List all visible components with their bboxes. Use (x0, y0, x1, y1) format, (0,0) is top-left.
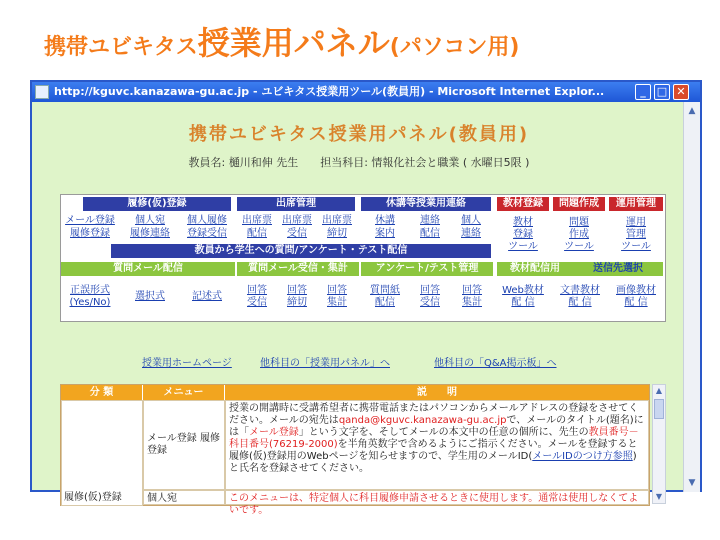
hdr-survey: アンケート/テスト管理 (361, 262, 493, 276)
menu-personal: 個人宛 (143, 490, 225, 505)
menu-panel (60, 194, 666, 322)
link-attend-sheet-2[interactable]: 出席票 (282, 215, 312, 226)
hdr-material: 教材登録 (497, 197, 549, 211)
slide-title-part3: (パソコン用) (389, 35, 520, 60)
link-attend-receive[interactable]: 受信 (287, 228, 307, 239)
ie-icon (35, 85, 49, 99)
link-questionnaire-send[interactable]: 配信 (375, 297, 395, 308)
link-doc-material-send[interactable]: 配 信 (568, 297, 592, 308)
link-questionnaire[interactable]: 質問紙 (370, 285, 400, 296)
link-problem-create[interactable]: 作成 (569, 229, 589, 240)
link-individual[interactable]: 個人 (461, 215, 481, 226)
link-free-text[interactable]: 記述式 (192, 291, 222, 302)
link-enroll-receive[interactable]: 登録受信 (187, 228, 227, 239)
th-category: 分 類 (61, 385, 143, 400)
description-mail-register (225, 400, 649, 490)
link-answer-total[interactable]: 集計 (327, 297, 347, 308)
desc-text-4: を半角英数字で含めるようにご指示ください。メールを登録すると履修(仮)登録用のWebページを知らせますので、学生用のメールID( (229, 439, 638, 462)
link-personal[interactable]: 個人宛 (135, 215, 165, 226)
teacher-info: 教員名: 樋川和伸 先生 担当科目: 情報化社会と職業 ( 水曜日5限 ) (188, 156, 530, 169)
link-problem[interactable]: 問題 (569, 217, 589, 228)
link-material-register[interactable]: 登録 (513, 229, 533, 240)
minimize-button[interactable]: _ (635, 84, 651, 100)
link-personal-enroll[interactable]: 個人履修 (187, 215, 227, 226)
category-enroll: 履修(仮)登録 (64, 492, 122, 503)
link-cancel[interactable]: 休講 (375, 215, 395, 226)
link-individual-notice[interactable]: 連絡 (461, 228, 481, 239)
link-yes-no[interactable]: 正誤形式 (70, 285, 110, 296)
table-scrollbar[interactable] (652, 384, 666, 504)
th-description: 説 明 (225, 385, 649, 400)
link-enroll-notice[interactable]: 履修連絡 (130, 228, 170, 239)
link-image-material-send[interactable]: 配 信 (624, 297, 648, 308)
link-survey-answer-1[interactable]: 回答 (420, 285, 440, 296)
mail-address: qanda@kguvc.kanazawa-gu.ac.jp (338, 415, 507, 426)
window-titlebar[interactable] (32, 82, 700, 102)
link-enroll-register[interactable]: 履修登録 (70, 228, 110, 239)
link-answer-close[interactable]: 締切 (287, 297, 307, 308)
link-material-tool[interactable]: ツール (508, 241, 538, 252)
desc-text-2: で、メールのタイトル(題名)には「 (229, 415, 644, 438)
scroll-down-icon[interactable]: ▼ (655, 492, 663, 501)
link-web-material-send[interactable]: 配 信 (511, 297, 535, 308)
slide-title-part2: 授業用パネル (197, 24, 390, 62)
desc-text-1: 授業の開講時に受講希望者に携帯電話またはパソコンからメールアドレスの登録をさせてください。メールの宛先は (229, 403, 639, 426)
slide-title (44, 18, 694, 64)
qa-board-link[interactable]: 他科目の「Q&A掲示板」へ (434, 358, 557, 369)
hdr-question-receive: 質問メール受信・集計 (237, 262, 359, 276)
slide-title-part1: 携帯ユビキタス (44, 35, 198, 60)
page-title: 携帯ユビキタス授業用パネル(教員用) (188, 124, 530, 145)
desc-text-3: 」という文字を、そしてメールの本文中の任意の個所に、先生の (298, 427, 589, 438)
maximize-button[interactable]: □ (654, 84, 670, 100)
link-attend-send[interactable]: 配信 (247, 228, 267, 239)
th-menu: メニュー (143, 385, 225, 400)
link-material[interactable]: 教材 (513, 217, 533, 228)
band-question-delivery: 教員から学生への質問/アンケート・テスト配信 (111, 244, 491, 258)
link-attend-sheet-3[interactable]: 出席票 (322, 215, 352, 226)
mail-keyword: メール登録 (249, 427, 299, 438)
link-web-material[interactable]: Web教材 (502, 285, 544, 296)
link-image-material[interactable]: 画像教材 (616, 285, 656, 296)
hdr-class-notice: 休講等授業用連絡 (361, 197, 491, 211)
window-scroll-up-icon[interactable]: ▲ (688, 106, 696, 116)
link-answer-3[interactable]: 回答 (327, 285, 347, 296)
page-content (32, 102, 686, 516)
browser-window (30, 80, 702, 516)
link-answer-1[interactable]: 回答 (247, 285, 267, 296)
link-attend-sheet-1[interactable]: 出席票 (242, 215, 272, 226)
close-button[interactable]: ✕ (673, 84, 689, 100)
hdr-enroll: 履修(仮)登録 (83, 197, 231, 211)
link-survey-total[interactable]: 集計 (462, 297, 482, 308)
link-operation-tool[interactable]: ツール (621, 241, 651, 252)
link-doc-material[interactable]: 文書教材 (560, 285, 600, 296)
window-scroll-down-icon[interactable]: ▼ (688, 478, 696, 488)
desc-text-5: )と氏名を登録させてください。 (229, 451, 637, 474)
scroll-up-icon[interactable]: ▲ (655, 386, 663, 395)
hdr-question-mail: 質問メール配信 (61, 262, 235, 276)
teacher-course-number-label: 教員番号－科目番号 (229, 427, 639, 450)
link-mail-register[interactable]: メール登録 (65, 215, 115, 226)
link-attend-close[interactable]: 締切 (327, 228, 347, 239)
other-panel-link[interactable]: 他科目の「授業用パネル」へ (260, 358, 390, 369)
hdr-attendance: 出席管理 (237, 197, 355, 211)
window-title: http://kguvc.kanazawa-gu.ac.jp - ユビキタス授業用ツール(教員用) - Microsoft Internet Explor... (54, 85, 605, 98)
link-answer-receive[interactable]: 受信 (247, 297, 267, 308)
teacher-course-number: (76219-2000) (269, 439, 338, 450)
hdr-material-delivery: 教材配信用 (497, 262, 573, 276)
hdr-problem: 問題作成 (553, 197, 605, 211)
link-problem-tool[interactable]: ツール (564, 241, 594, 252)
menu-mail-register: メール登録 履修登録 (143, 400, 225, 490)
link-operation[interactable]: 運用 (626, 217, 646, 228)
select-recipients-link[interactable]: 送信先選択 (573, 262, 663, 276)
link-multiple-choice[interactable]: 選択式 (135, 291, 165, 302)
scroll-thumb[interactable] (654, 399, 664, 419)
link-notice-send[interactable]: 配信 (420, 228, 440, 239)
link-notice[interactable]: 連絡 (420, 215, 440, 226)
mail-id-guide-link[interactable]: メールIDのつけ方参照 (532, 451, 633, 462)
link-answer-2[interactable]: 回答 (287, 285, 307, 296)
link-survey-receive[interactable]: 受信 (420, 297, 440, 308)
link-cancel-guide[interactable]: 案内 (375, 228, 395, 239)
class-homepage-link[interactable]: 授業用ホームページ (142, 358, 232, 369)
menu-description-table (60, 384, 650, 516)
link-yes-no-sub[interactable]: (Yes/No) (69, 297, 111, 308)
window-scrollbar[interactable] (683, 102, 700, 492)
link-operation-manage[interactable]: 管理 (626, 229, 646, 240)
description-personal: このメニューは、特定個人に科目履修申請させるときに使用します。通常は使用しなくてよいです。 (225, 490, 649, 505)
hdr-operation: 運用管理 (609, 197, 663, 211)
link-survey-answer-2[interactable]: 回答 (462, 285, 482, 296)
